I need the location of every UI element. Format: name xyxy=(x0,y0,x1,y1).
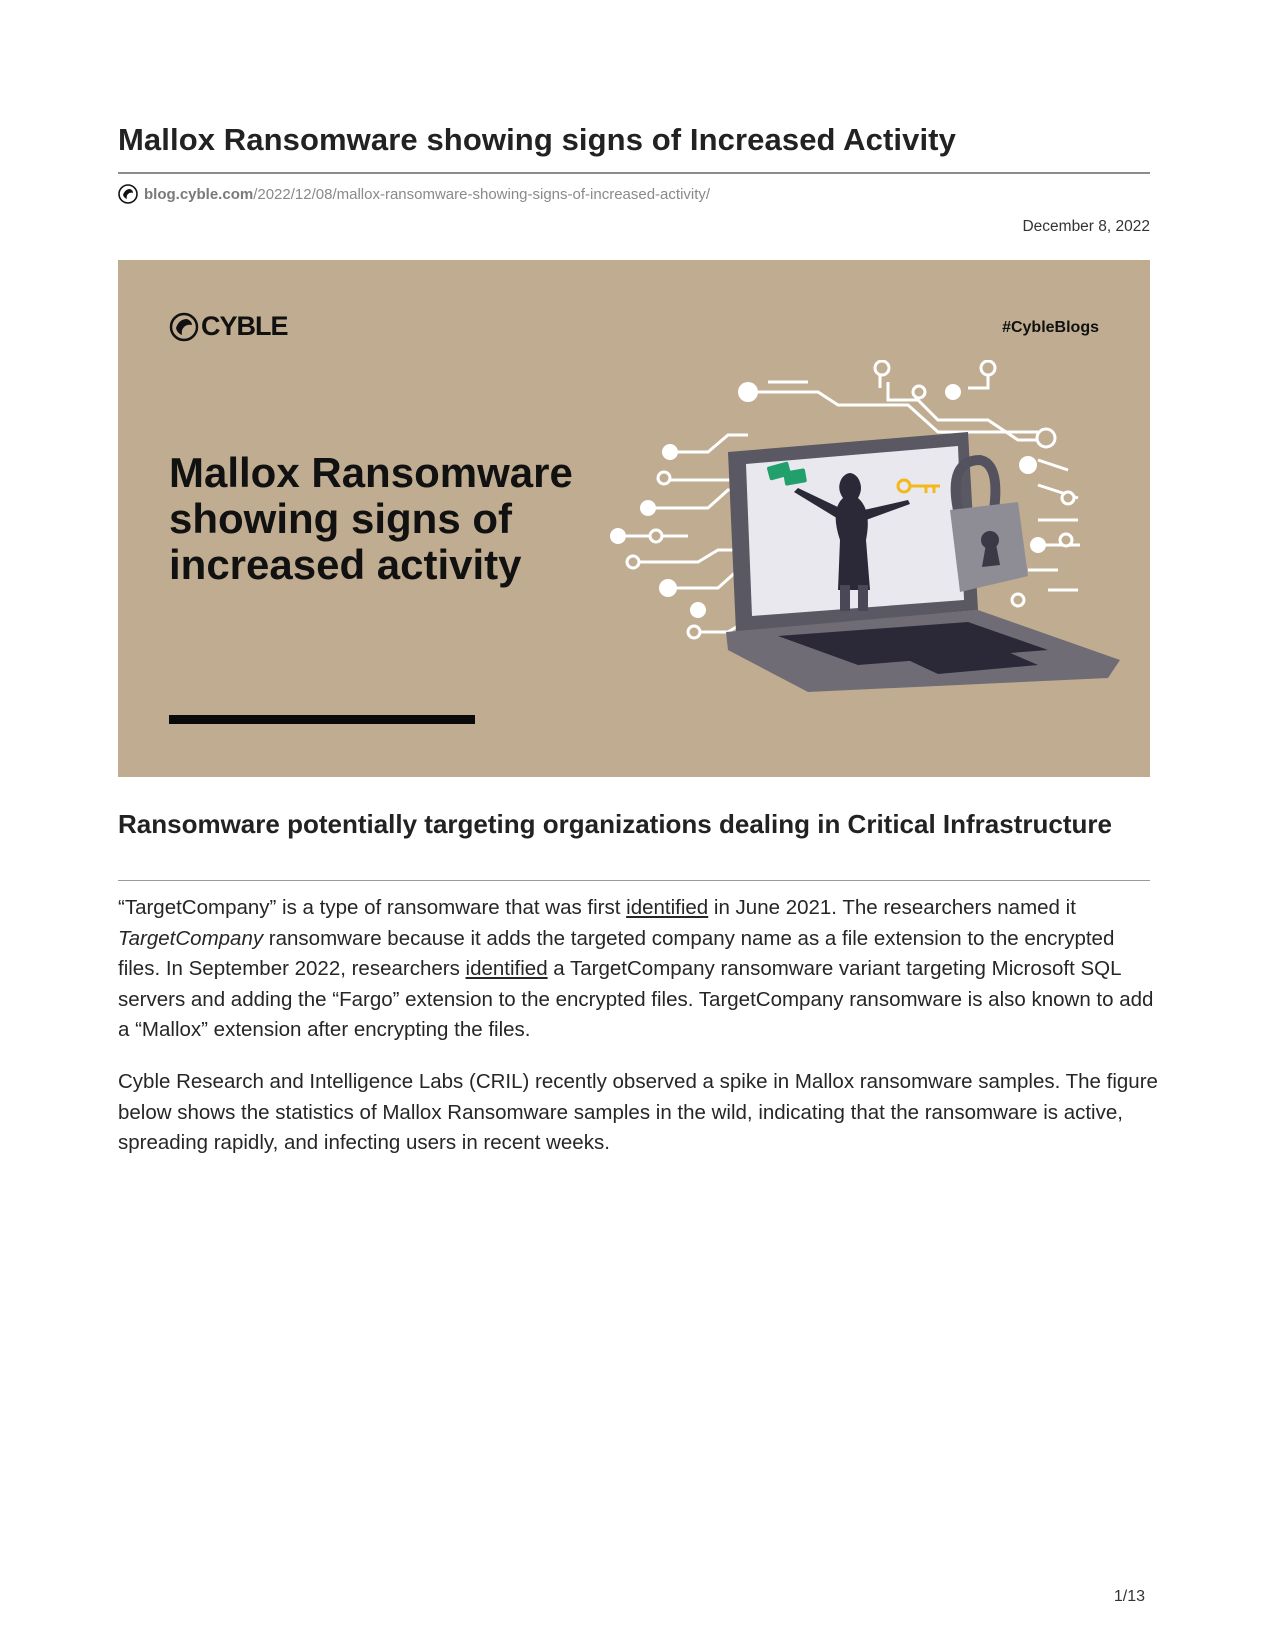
cyble-logo-icon xyxy=(118,184,138,204)
page-number: 1/13 xyxy=(1113,1588,1145,1605)
paragraph-text: a TargetCompany ransomware variant targeting Microsoft SQL servers and adding the “Fargo” extension to the encrypted files. TargetCompany ransomware is also known to add a “Mallox” extension after encrypting the files. xyxy=(118,957,1154,1041)
publish-date: December 8, 2022 xyxy=(1022,218,1150,235)
hero-headline-line: Mallox Ransomware xyxy=(169,449,573,496)
article-title: Mallox Ransomware showing signs of Increased Activity xyxy=(118,122,956,157)
hero-brand xyxy=(169,311,288,342)
hero-banner xyxy=(118,260,1150,777)
paragraph-text: ransomware because it adds the targeted company name as a file extension to the encrypted files. In September 2022, researchers xyxy=(118,926,1115,980)
paragraph-cril: Cyble Research and Intelligence Labs (CRIL) recently observed a spike in Mallox ransomware samples. The figure below shows the statistics of Mallox Ransomware samples in the wild, indicating that the ransomware is active, spreading rapidly, and infecting users in recent weeks. xyxy=(118,1070,1158,1154)
hero-accent-bar xyxy=(169,715,475,724)
section-divider xyxy=(118,880,1150,881)
hero-hashtag: #CybleBlogs xyxy=(1002,319,1099,336)
cyble-brand-icon xyxy=(169,312,199,342)
paragraph-text: “TargetCompany” is a type of ransomware that was first xyxy=(118,896,627,919)
source-domain[interactable]: blog.cyble.com xyxy=(144,185,254,203)
laptop-hacker-illustration xyxy=(608,360,1150,740)
identified-link-2[interactable]: identified xyxy=(465,957,548,980)
paragraph-text: in June 2021. The researchers named it xyxy=(708,896,1076,919)
hero-headline xyxy=(169,450,629,588)
hero-headline-line: increased activity xyxy=(169,541,522,588)
hero-brand-name: CYBLE xyxy=(201,311,288,341)
section-heading: Ransomware potentially targeting organizations dealing in Critical Infrastructure xyxy=(118,809,1112,839)
hero-headline-line: showing signs of xyxy=(169,495,512,542)
source-url[interactable] xyxy=(118,183,710,205)
paragraph-intro xyxy=(118,893,1158,1046)
targetcompany-emphasis: TargetCompany xyxy=(118,926,264,950)
source-path[interactable]: /2022/12/08/mallox-ransomware-showing-signs-of-increased-activity/ xyxy=(253,185,711,203)
title-divider xyxy=(118,172,1150,174)
identified-link-1[interactable]: identified xyxy=(626,896,709,919)
